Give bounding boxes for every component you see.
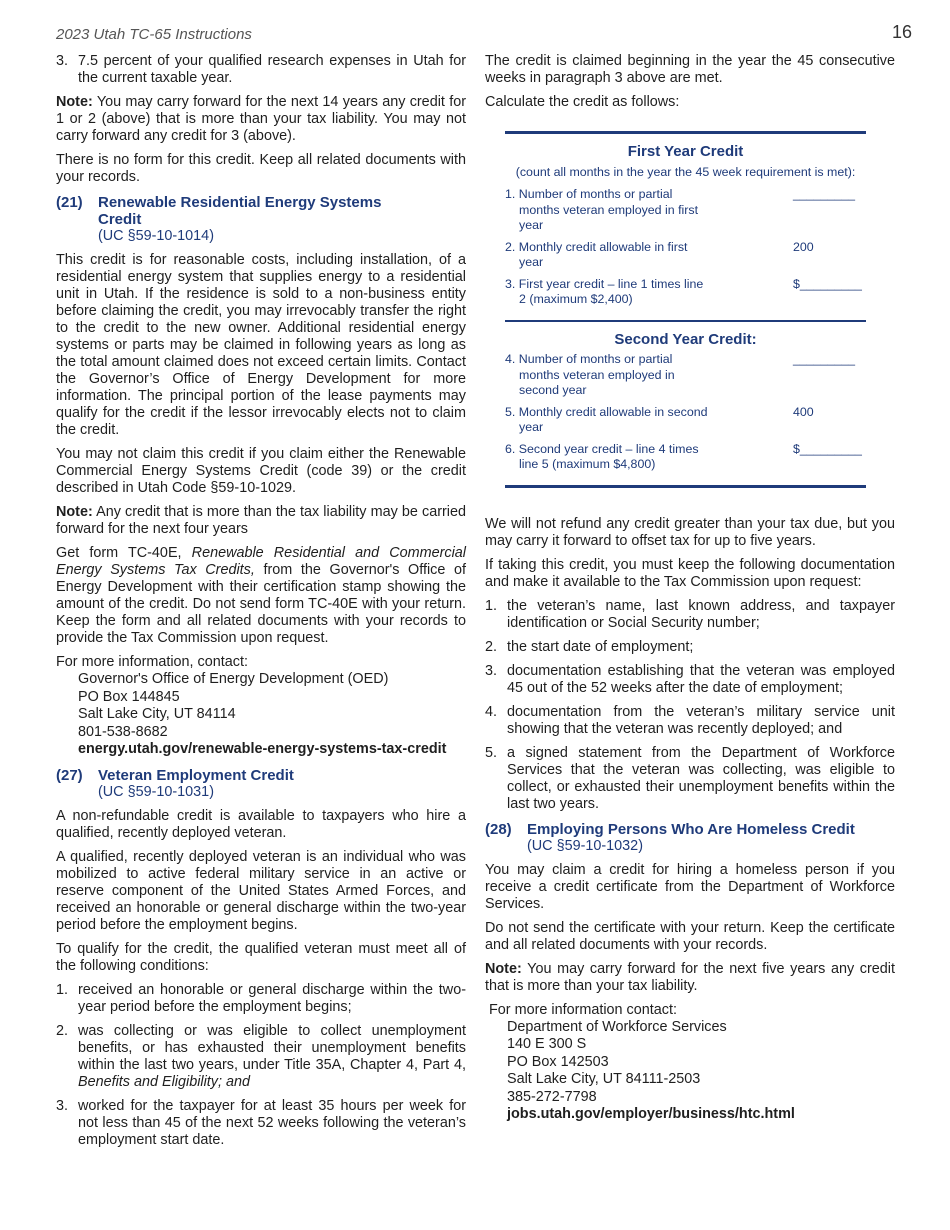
note-label: Note: [56,504,93,520]
paragraph: You may claim a credit for hiring a homeless person if you receive a credit certificate from the Department of Workforce Services. [485,861,895,912]
contact-intro: For more information, contact: [56,654,248,670]
list-number: 3. [56,53,69,69]
contact-address: 140 E 300 S [507,1036,587,1052]
list-number: 4. [485,703,498,720]
contact-org: Governor's Office of Energy Development (OED) [78,671,389,687]
list-text: documentation establishing that the veteran was employed 45 out of the 52 weeks after the date of employment; [507,662,895,696]
contact-block [78,671,466,759]
note-label: Note: [56,94,93,110]
section-title: Renewable Residential Energy Systems Credit [98,194,382,228]
page-number: 16 [891,22,912,42]
list-item [56,1098,466,1149]
list-text: the start date of employment; [507,638,694,655]
list-number: 1. [485,597,498,614]
list-item [56,1023,466,1091]
contact-url-link[interactable]: energy.utah.gov/renewable-energy-systems-tax-credit [78,741,447,757]
list-item [485,639,895,656]
worksheet-label: 5. Monthly credit allowable in second year [505,404,708,434]
text-span: Get form TC-40E, [56,545,192,561]
second-year-section [505,320,866,485]
paragraph: If taking this credit, you must keep the following documentation and make it available to the Tax Commission upon request: [485,556,895,590]
list-text: 7.5 percent of your qualified research expenses in Utah for the current taxable year. [78,53,466,86]
list-item [485,598,895,632]
contact-phone: 385-272-7798 [507,1088,597,1105]
note-label: Note: [485,960,522,977]
note-text: Any credit that is more than the tax liability may be carried forward for the next four years [56,504,466,537]
paragraph: Do not send the certificate with your return. Keep the certificate and all related documents with your records. [485,919,895,953]
list-text: documentation from the veteran’s military service unit showing that the veteran was recently deployed; and [507,703,895,737]
worksheet-row [505,352,866,399]
worksheet-label: 6. Second year credit – line 4 times line 5 (maximum $4,800) [505,441,699,471]
paragraph: This credit is for reasonable costs, including installation, of a residential energy system that supplies energy to a residential unit in Utah. If the residence is sold to a non-business entity before claiming the credit, you may irrevocably transfer the right to the credit to the new owner. Additional residential energy systems or parts may be claimed in following years as long as the total amount claimed does not exceed certain limits. Contact the Governor’s Office of Energy Development for more information. The principal portion of the lease payments may qualify for the credit if the lessor irrevocably elects not to claim the credit. [56,252,466,438]
text-span: from the Governor's Office of Energy Development with their certification stamp showing the amount of the credit. Do not send form TC-40E with your return. Keep the form and all related documents with your records to provide the Tax Commission upon request. [56,562,466,646]
worksheet-value: $_________ [793,441,862,456]
list-number: 3. [56,1097,69,1114]
worksheet-label: 3. First year credit – line 1 times line 2 (maximum $2,400) [505,276,704,306]
list-text: the veteran’s name, last known address, and taxpayer identification or Social Security number; [507,597,895,631]
list-text: received an honorable or general discharge within the two-year period before the employment begins; [78,981,466,1015]
list-item [56,53,466,87]
section-heading-27 [56,767,466,801]
section-citation: (UC §59-10-1014) [98,228,214,244]
note-paragraph [56,504,466,538]
contact-city: Salt Lake City, UT 84111-2503 [507,1071,701,1087]
worksheet-title: Second Year Credit: [614,330,757,348]
note-text: You may carry forward for the next 14 years any credit for 1 or 2 (above) that is more than your tax liability. You may not carry forward any credit for 3 (above). [56,94,466,144]
list-number: 2. [485,638,498,655]
paragraph: A qualified, recently deployed veteran is an individual who was mobilized to active federal military service in an active or reserve component of the United States Armed Forces, and received an honorable or general discharge within the two-year period before the employment begins. [56,848,466,933]
contact-box: PO Box 142503 [507,1053,609,1070]
paragraph: Calculate the credit as follows: [485,94,680,110]
paragraph: The credit is claimed beginning in the year the 45 consecutive weeks in paragraph 3 above are met. [485,53,895,86]
credit-worksheet [505,131,866,488]
list-text: a signed statement from the Department of Workforce Services that the veteran was collecting, was eligible to collect, or exhausted their unemployment benefits within the last two years. [507,744,895,812]
contact-intro: For more information contact: [489,1001,677,1018]
contact-url-link[interactable]: jobs.utah.gov/employer/business/htc.html [507,1106,795,1122]
text-italic: Benefits and Eligibility; and [78,1073,250,1090]
worksheet-value: $_________ [793,276,862,291]
worksheet-row [505,442,866,473]
contact-city: Salt Lake City, UT 84114 [78,706,236,722]
note-paragraph [56,94,466,145]
list-item [485,745,895,813]
contact-org: Department of Workforce Services [507,1018,727,1035]
worksheet-label: 2. Monthly credit allowable in first year [505,239,688,269]
paragraph: A non-refundable credit is available to taxpayers who hire a qualified, recently deployed veteran. [56,807,466,841]
section-heading-28 [485,821,895,855]
contact-phone: 801-538-8682 [78,723,168,740]
contact-box: PO Box 144845 [78,688,180,705]
note-paragraph [485,961,895,995]
right-column [485,53,895,1131]
paragraph: We will not refund any credit greater than your tax due, but you may carry it forward to offset tax for up to five years. [485,515,895,549]
first-year-section [505,134,866,320]
worksheet-value: 200 [793,239,814,254]
list-number: 2. [56,1022,69,1039]
list-item [56,982,466,1016]
worksheet-title: First Year Credit [627,143,744,160]
list-number: 5. [485,744,498,761]
contact-block [507,1019,895,1124]
paragraph: You may not claim this credit if you claim either the Renewable Commercial Energy Systems Credit (code 39) or the credit described in Utah Code §59-10-1029. [56,446,466,496]
list-item [485,704,895,738]
left-column [56,53,466,1156]
worksheet-row [505,187,866,234]
list-item [485,663,895,697]
section-heading-21 [56,194,466,245]
section-citation: (UC §59-10-1031) [98,783,214,800]
paragraph: There is no form for this credit. Keep all related documents with your records. [56,152,466,185]
section-title: Employing Persons Who Are Homeless Credit [527,820,855,838]
section-number: (27) [56,766,83,784]
worksheet-row [505,277,866,308]
section-number: (21) [56,194,83,211]
worksheet-subtitle: (count all months in the year the 45 week requirement is met): [515,164,856,179]
section-title: Veteran Employment Credit [98,766,294,784]
paragraph [56,545,466,647]
worksheet-row [505,405,866,436]
text-span: was collecting or was eligible to collect unemployment benefits, or has exhausted their unemployment benefits within the last two years, under Title 35A, Chapter 4, Part 4, [78,1022,466,1073]
paragraph: To qualify for the credit, the qualified veteran must meet all of the following conditions: [56,940,466,974]
worksheet-label: 1. Number of months or partial months veteran employed in first year [505,187,699,232]
note-text: You may carry forward for the next five years any credit that is more than your tax liability. [485,960,895,994]
list-number: 1. [56,981,69,998]
worksheet-row [505,240,866,271]
form-title: Renewable Residential and Commercial Energy Systems Tax Credits, [56,545,466,578]
list-number: 3. [485,662,498,679]
list-text [78,1023,466,1091]
worksheet-value: _________ [793,187,856,201]
worksheet-value: 400 [793,404,814,419]
worksheet-value: _________ [793,352,856,366]
document-header-title: 2023 Utah TC-65 Instructions [56,26,252,43]
section-citation: (UC §59-10-1032) [527,837,643,854]
list-text: worked for the taxpayer for at least 35 hours per week for not less than 45 of the next 52 weeks following the veteran’s employment start date. [78,1097,466,1148]
worksheet-label: 4. Number of months or partial months veteran employed in second year [505,352,675,397]
section-number: (28) [485,820,512,838]
